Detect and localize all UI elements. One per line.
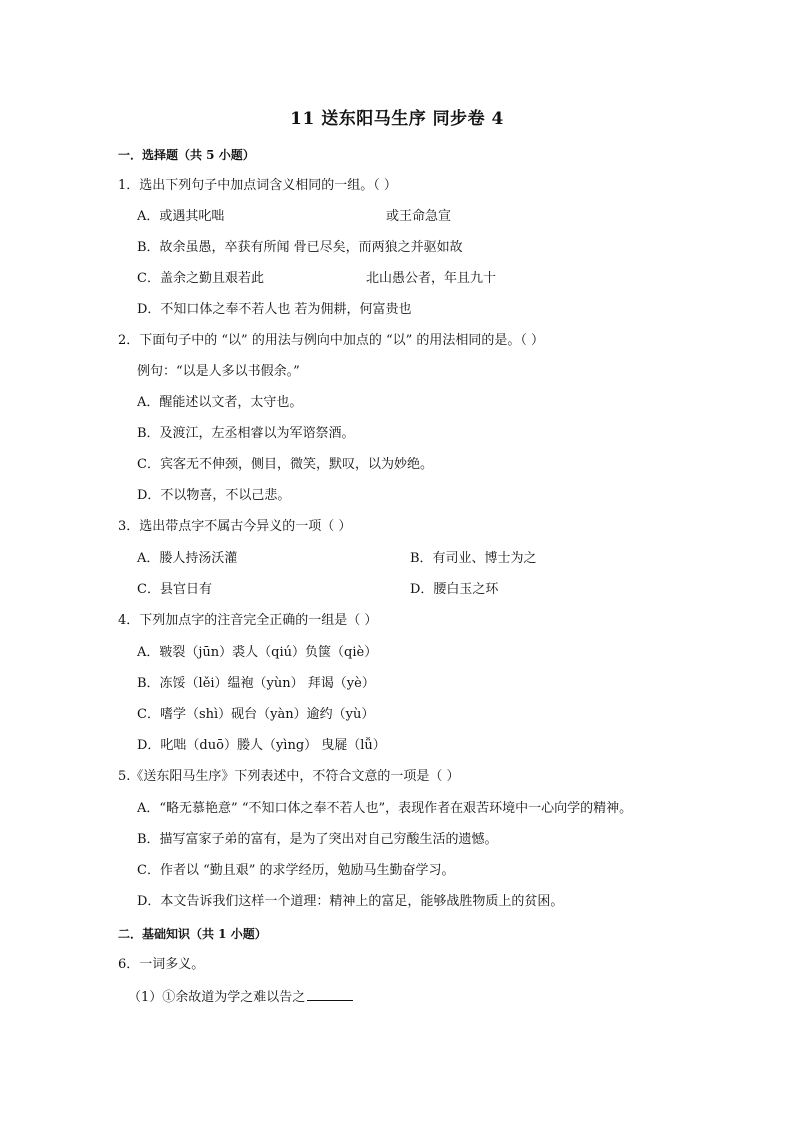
question-3-option-a: A．媵人持汤沃灌	[137, 551, 238, 566]
document-title: 11 送东阳马生序 同步卷 4	[290, 109, 504, 129]
question-4-option-a: A．皲裂（jūn）裘人（qiú）负箧（qiè）	[137, 645, 378, 660]
question-3-stem: 3．选出带点字不属古今异义的一项（ ）	[118, 519, 352, 534]
question-5-option-c: C．作者以 “勤且艰” 的求学经历，勉励马生勤奋学习。	[137, 863, 455, 878]
question-2-stem: 2．下面句子中的 “以” 的用法与例向中加点的 “以” 的用法相同的是。（ ）	[118, 333, 545, 348]
question-5-option-d: D．本文告诉我们这样一个道理：精神上的富足，能够战胜物质上的贫困。	[137, 894, 564, 909]
question-2-option-c: C．宾客无不伸颈，侧目，微笑，默叹，以为妙绝。	[137, 457, 433, 472]
question-6-stem: 6．一词多义。	[118, 957, 205, 972]
question-2-option-b: B．及渡江，左丞相睿以为军谘祭酒。	[137, 426, 355, 441]
question-3-option-b: B．有司业、博士为之	[410, 551, 537, 566]
question-1-option-b: B．故余虽愚，卒获有所闻 骨已尽矣，而两狼之并驱如故	[137, 240, 463, 255]
question-1-option-a-pair: 或王命急宣	[386, 209, 452, 224]
question-2-example: 例句：“以是人多以书假余。”	[137, 364, 300, 379]
question-5-option-a: A．“略无慕艳意” “不知口体之奉不若人也”，表现作者在艰苦环境中一心向学的精神。	[137, 801, 633, 816]
answer-blank	[307, 988, 353, 1001]
question-1-option-c: C．盖余之勤且艰若此	[137, 271, 264, 286]
question-1-option-c-pair: 北山愚公者，年且九十	[366, 271, 497, 286]
question-6-item-1	[128, 988, 353, 1006]
question-2-option-d: D．不以物喜，不以己悲。	[137, 488, 291, 503]
question-2-option-a: A．醒能述以文者，太守也。	[137, 395, 303, 410]
question-3-option-d: D．腰白玉之环	[410, 582, 499, 597]
question-3-option-c: C．县官日有	[137, 582, 212, 597]
question-1-option-d: D．不知口体之奉不若人也 若为佣耕，何富贵也	[137, 302, 412, 317]
question-1-option-a: A．或遇其叱咄	[137, 209, 225, 224]
question-6-item-1-text: （1）①余故道为学之难以告之	[128, 990, 306, 1005]
question-5-stem: 5.《送东阳马生序》下列表述中，不符合文意的一项是（ ）	[118, 769, 460, 784]
section-heading-choice: 一．选择题（共 5 小题）	[118, 148, 255, 162]
question-5-option-b: B．描写富家子弟的富有，是为了突出对自己穷酸生活的遗憾。	[137, 832, 498, 847]
question-4-option-d: D．叱咄（duō）媵人（yìng） 曳屣（lǚ）	[137, 738, 386, 753]
section-heading-basic: 二．基础知识（共 1 小题）	[118, 927, 267, 941]
question-4-stem: 4．下列加点字的注音完全正确的一组是（ ）	[118, 613, 378, 628]
question-4-option-c: C．嗜学（shì）砚台（yàn）逾约（yù）	[137, 707, 375, 722]
question-4-option-b: B．冻馁（lěi）缊袍（yùn） 拜谒（yè）	[137, 676, 375, 691]
question-1-stem: 1．选出下列句子中加点词含义相同的一组。（ ）	[118, 178, 397, 193]
